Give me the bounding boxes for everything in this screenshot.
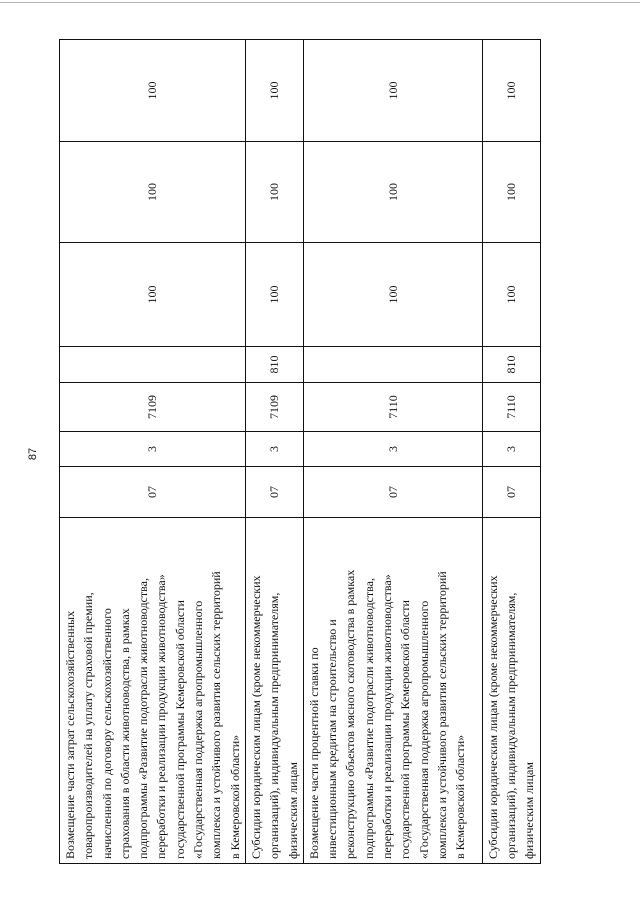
target-article-code: 7110 bbox=[482, 383, 540, 432]
subsection-code: 3 bbox=[303, 432, 482, 467]
section-code: 07 bbox=[482, 467, 540, 518]
expense-type-code bbox=[303, 347, 482, 383]
top-rule bbox=[0, 2, 640, 3]
target-article-code: 7109 bbox=[60, 383, 246, 432]
expense-type-code: 810 bbox=[482, 347, 540, 383]
amount-3: 100 bbox=[303, 40, 482, 142]
table-row bbox=[245, 40, 303, 864]
section-code: 07 bbox=[303, 467, 482, 518]
amount-3: 100 bbox=[482, 40, 540, 142]
row-description: Субсидии юридическим лицам (кроме некоммерческих организаций), индивидуальным предпринимателям, физическим лицам bbox=[482, 518, 540, 864]
amount-2: 100 bbox=[245, 142, 303, 243]
amount-1: 100 bbox=[60, 243, 246, 347]
target-article-code: 7110 bbox=[303, 383, 482, 432]
amount-2: 100 bbox=[482, 142, 540, 243]
row-description: Возмещение части затрат сельскохозяйственных товаропроизводителей на уплату страховой премии, начисленной по договору сельскохозяйственного страхования в области животноводства, в рамках подпрограммы «Развитие подотрасли животноводства, переработки и реализации продукции животноводства» государственной программы Кемеровской области «Государственная поддержка агропромышленного комплекса и устойчивого развития сельских территорий в Кемеровской области» bbox=[60, 518, 246, 864]
section-code: 07 bbox=[60, 467, 246, 518]
page-number: 87 bbox=[27, 447, 40, 461]
subsection-code: 3 bbox=[482, 432, 540, 467]
row-description: Субсидии юридическим лицам (кроме некоммерческих организаций), индивидуальным предпринимателям, физическим лицам bbox=[245, 518, 303, 864]
table-row bbox=[60, 40, 246, 864]
subsection-code: 3 bbox=[60, 432, 246, 467]
amount-3: 100 bbox=[245, 40, 303, 142]
expense-type-code: 810 bbox=[245, 347, 303, 383]
amount-3: 100 bbox=[60, 40, 246, 142]
expense-type-code bbox=[60, 347, 246, 383]
rotated-table-wrapper bbox=[59, 40, 537, 864]
amount-1: 100 bbox=[482, 243, 540, 347]
section-code: 07 bbox=[245, 467, 303, 518]
amount-2: 100 bbox=[303, 142, 482, 243]
table-row bbox=[303, 40, 482, 864]
budget-table bbox=[59, 39, 541, 864]
amount-2: 100 bbox=[60, 142, 246, 243]
table-row bbox=[482, 40, 540, 864]
amount-1: 100 bbox=[303, 243, 482, 347]
target-article-code: 7109 bbox=[245, 383, 303, 432]
subsection-code: 3 bbox=[245, 432, 303, 467]
amount-1: 100 bbox=[245, 243, 303, 347]
row-description: Возмещение части процентной ставки по инвестиционным кредитам на строительство и реконструкцию объектов мясного скотоводства в рамках подпрограммы «Развитие подотрасли животноводства, переработки и реализации продукции животноводства» государственной программы Кемеровской области «Государственная поддержка агропромышленного комплекса и устойчивого развития сельских территорий в Кемеровской области» bbox=[303, 518, 482, 864]
